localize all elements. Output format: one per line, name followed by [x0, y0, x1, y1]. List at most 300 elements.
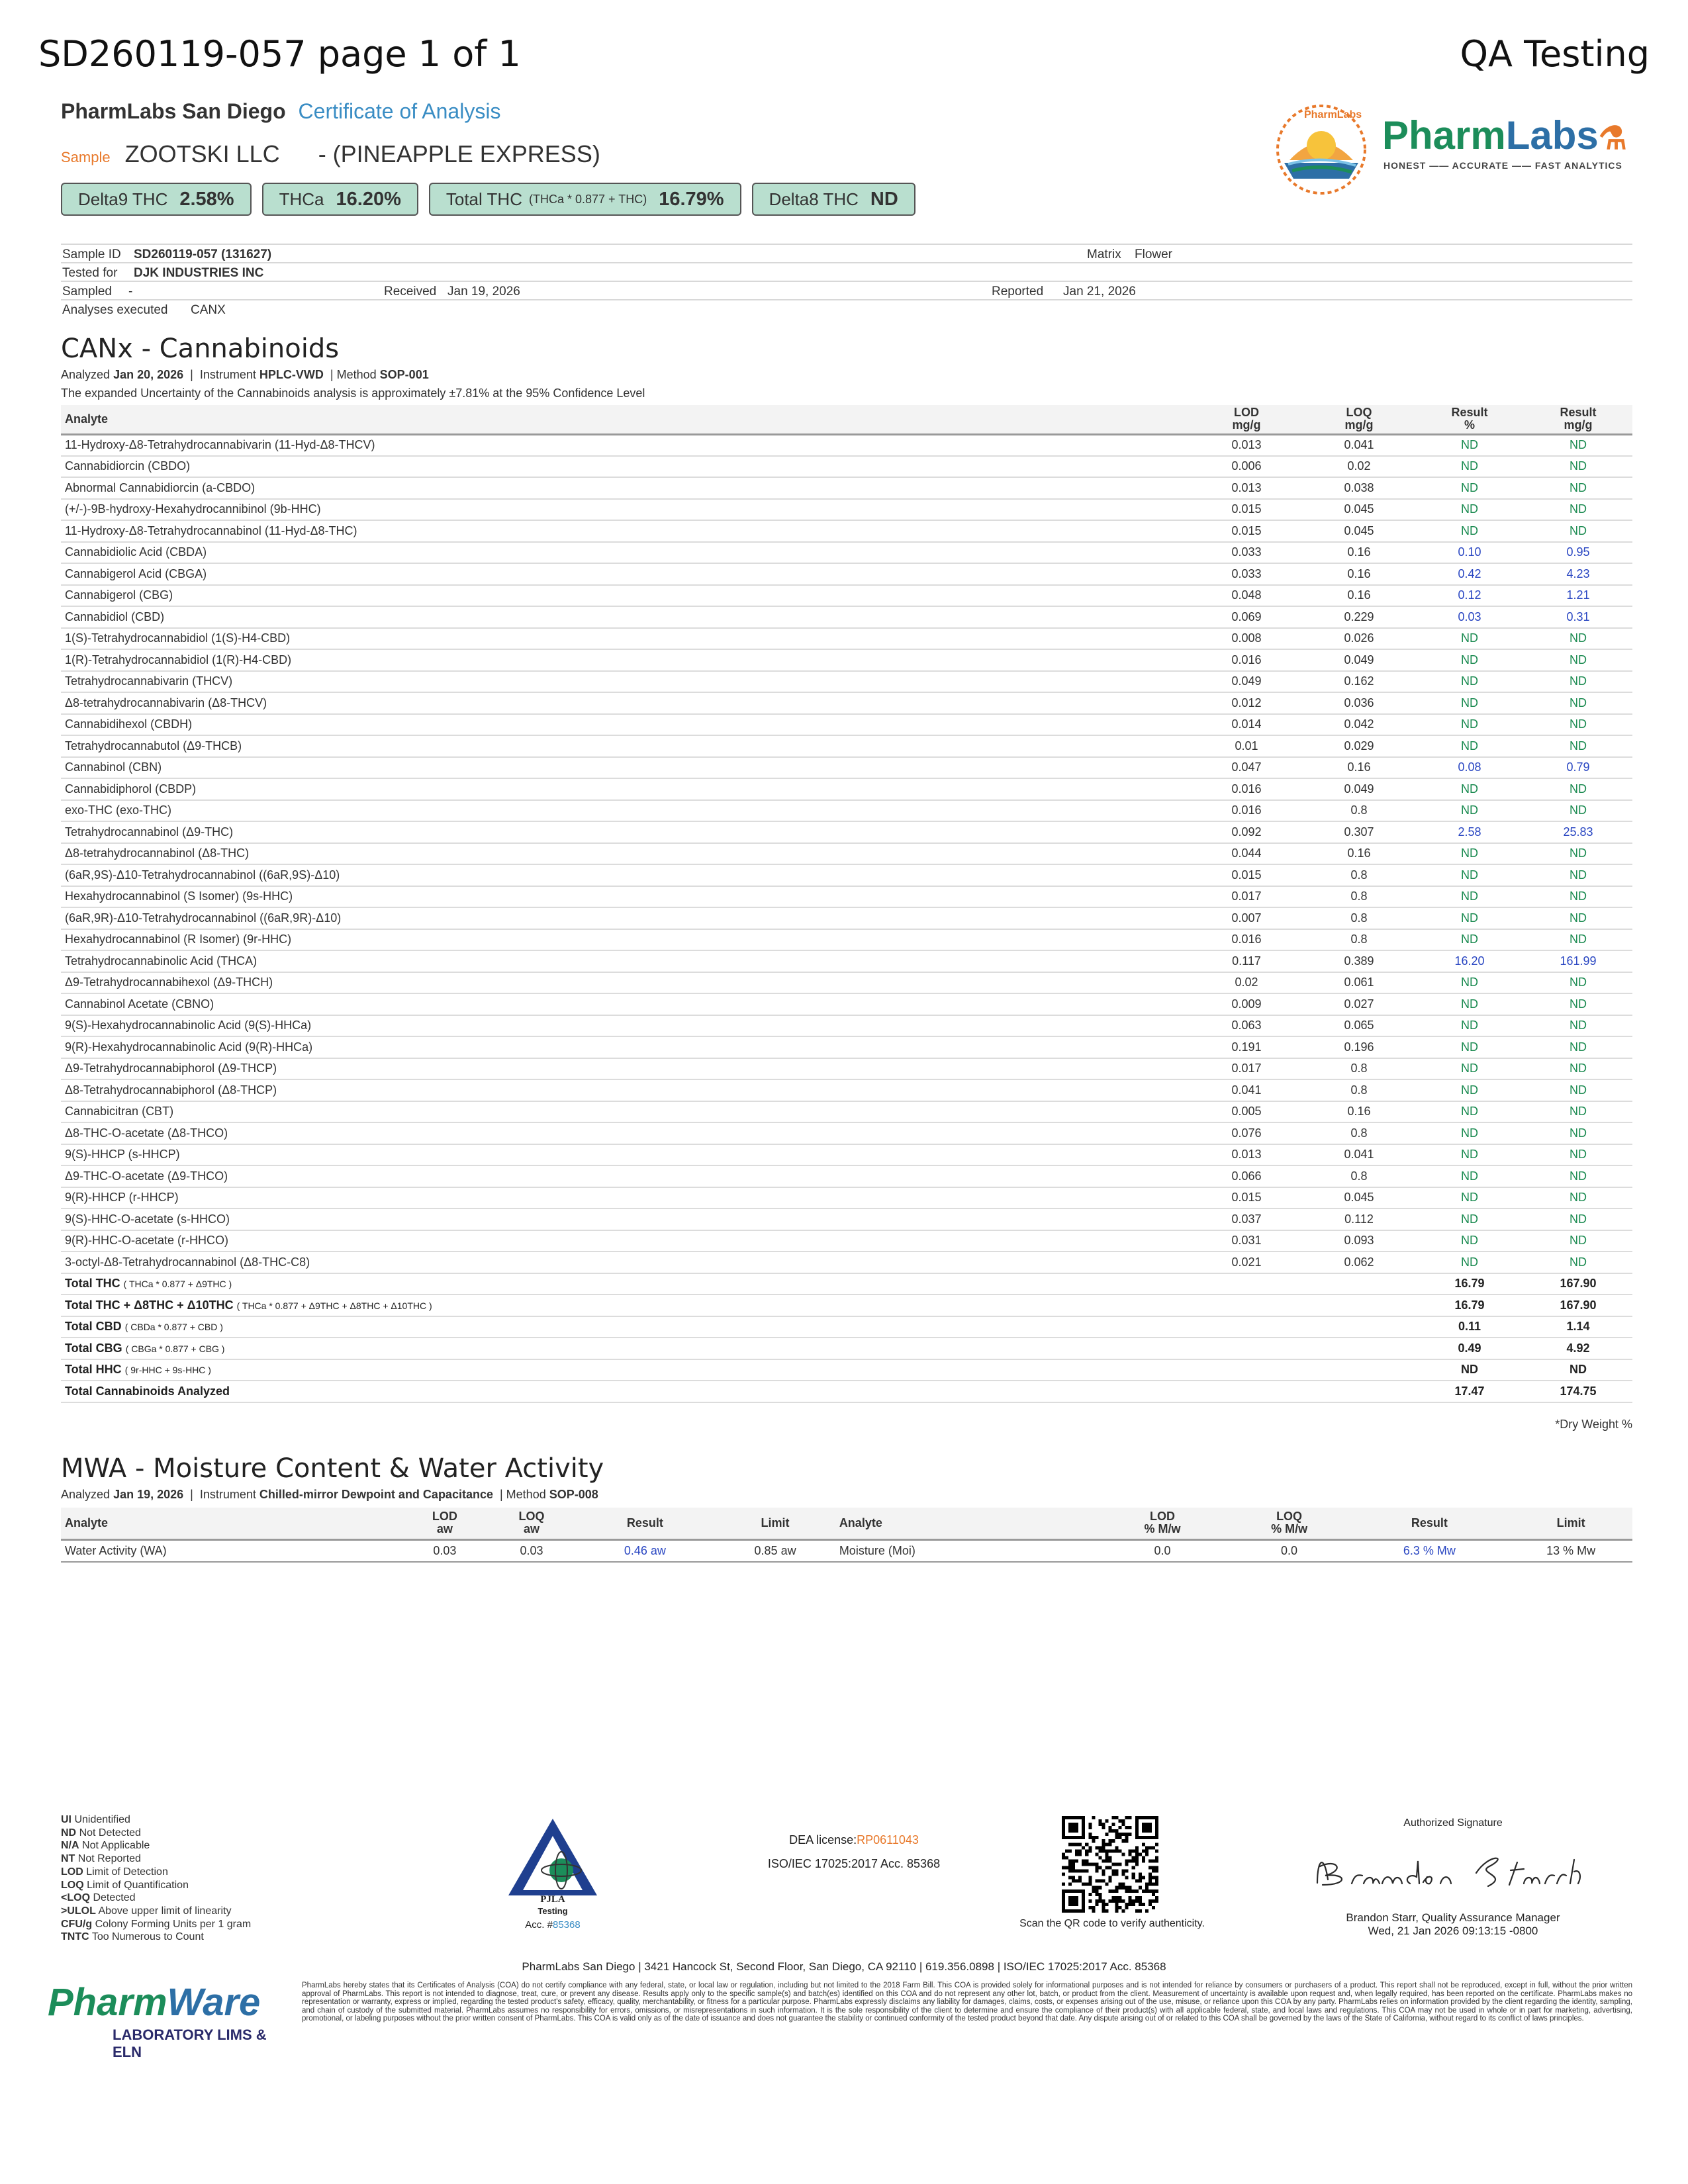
lab-name: PharmLabs San Diego: [61, 99, 286, 123]
seal-text: PharmLabs: [1304, 109, 1362, 120]
cell-lod: 0.044: [1190, 843, 1303, 865]
total-label: Total THC ( THCa * 0.877 + Δ9THC ): [61, 1273, 1190, 1295]
cell-analyte: 11-Hydroxy-Δ8-Tetrahydrocannabivarin (11-Hyd-Δ8-THCV): [61, 434, 1190, 456]
total-empty: [1190, 1359, 1303, 1381]
cell-loq: 0.112: [1303, 1208, 1415, 1230]
info-label: Received: [384, 285, 437, 298]
total-mg: 167.90: [1524, 1295, 1632, 1316]
total-row: [61, 1316, 1632, 1338]
mwa-instrument: Chilled-mirror Dewpoint and Capacitance: [259, 1488, 493, 1501]
cell-lod: 0.015: [1190, 864, 1303, 886]
qa-testing-label: QA Testing: [1460, 33, 1650, 75]
cell-lod: 0.015: [1190, 1187, 1303, 1209]
meta-label: Analyzed: [61, 368, 111, 381]
total-label: Total HHC ( 9r-HHC + 9s-HHC ): [61, 1359, 1190, 1381]
cell-analyte: Hexahydrocannabinol (R Isomer) (9r-HHC): [61, 929, 1190, 951]
cell-result-mg: ND: [1524, 1165, 1632, 1187]
flask-icon: ⚗: [1598, 121, 1627, 156]
cell-analyte: 9(S)-HHC-O-acetate (s-HHCO): [61, 1208, 1190, 1230]
cell-lod: 0.076: [1190, 1122, 1303, 1144]
cell-result-mg: ND: [1524, 907, 1632, 929]
cell-lod: 0.007: [1190, 907, 1303, 929]
cell-lod: 0.013: [1190, 434, 1303, 456]
table-row: [61, 499, 1632, 521]
info-row-sample-id: [61, 244, 1632, 262]
legend-item: LOQ Limit of Quantification: [61, 1879, 189, 1891]
total-mg: 4.92: [1524, 1338, 1632, 1359]
cell-lod: 0.037: [1190, 1208, 1303, 1230]
total-empty: [1303, 1273, 1415, 1295]
cell-result-mg: ND: [1524, 864, 1632, 886]
table-row: [61, 886, 1632, 908]
cell-analyte: Δ9-THC-O-acetate (Δ9-THCO): [61, 1165, 1190, 1187]
pharmware-wordmark: PharmWare: [48, 1981, 261, 2024]
cell-lod: 0.013: [1190, 477, 1303, 499]
cell-result-pct: ND: [1415, 1208, 1524, 1230]
mwa-cell: 0.0: [1096, 1539, 1229, 1562]
cell-loq: 0.062: [1303, 1251, 1415, 1273]
table-header-row: [61, 405, 1632, 434]
mwa-col: Analyte: [835, 1508, 1096, 1539]
total-empty: [1190, 1295, 1303, 1316]
table-row: [61, 542, 1632, 564]
cell-analyte: (6aR,9R)-Δ10-Tetrahydrocannabinol ((6aR,9R)-Δ10): [61, 907, 1190, 929]
cell-loq: 0.045: [1303, 1187, 1415, 1209]
total-label: Total CBG ( CBGa * 0.877 + CBG ): [61, 1338, 1190, 1359]
total-empty: [1303, 1316, 1415, 1338]
cell-result-pct: ND: [1415, 972, 1524, 994]
cell-lod: 0.016: [1190, 800, 1303, 822]
cell-lod: 0.069: [1190, 606, 1303, 628]
meta-label: Instrument: [199, 368, 256, 381]
mwa-cell: 0.85 aw: [715, 1539, 835, 1562]
cell-result-mg: 0.79: [1524, 757, 1632, 779]
table-row: [61, 757, 1632, 779]
cell-result-pct: ND: [1415, 886, 1524, 908]
mwa-analyzed-date: Jan 19, 2026: [113, 1488, 184, 1501]
info-row-dates: [61, 281, 1632, 299]
mwa-col: LOQ % M/w: [1229, 1508, 1350, 1539]
cell-result-mg: ND: [1524, 1079, 1632, 1101]
cell-result-mg: 0.31: [1524, 606, 1632, 628]
cell-result-mg: ND: [1524, 778, 1632, 800]
cell-analyte: (+/-)-9B-hydroxy-Hexahydrocannibinol (9b-HHC): [61, 499, 1190, 521]
cell-result-mg: ND: [1524, 1015, 1632, 1037]
mwa-cell: Moisture (Moi): [835, 1539, 1096, 1562]
cell-analyte: Tetrahydrocannabutol (Δ9-THCB): [61, 735, 1190, 757]
info-label: Sampled: [62, 285, 112, 298]
total-pct: 17.47: [1415, 1381, 1524, 1402]
cell-result-pct: ND: [1415, 1122, 1524, 1144]
cell-analyte: Cannabidihexol (CBDH): [61, 714, 1190, 736]
cell-analyte: Cannabigerol (CBG): [61, 585, 1190, 607]
pjla-acc-number: 85368: [552, 1919, 581, 1931]
cell-lod: 0.009: [1190, 993, 1303, 1015]
mwa-cell: 0.03: [401, 1539, 488, 1562]
mwa-header-row: [61, 1508, 1632, 1539]
table-row: [61, 1251, 1632, 1273]
table-row: [61, 1058, 1632, 1080]
mwa-cell: 6.3 % Mw: [1349, 1539, 1509, 1562]
mwa-col: Limit: [715, 1508, 835, 1539]
total-pct: ND: [1415, 1359, 1524, 1381]
cell-analyte: 9(R)-HHCP (r-HHCP): [61, 1187, 1190, 1209]
qr-caption: Scan the QR code to verify authenticity.: [1019, 1918, 1205, 1929]
cell-analyte: Δ9-Tetrahydrocannabiphorol (Δ9-THCP): [61, 1058, 1190, 1080]
pill-formula: (THCa * 0.877 + THC): [528, 192, 647, 206]
pill-value: ND: [870, 188, 898, 210]
canx-meta: Analyzed Jan 20, 2026 | Instrument HPLC-VWD | Method SOP-001: [61, 368, 429, 381]
cell-loq: 0.8: [1303, 1165, 1415, 1187]
signature-title: Authorized Signature: [1403, 1817, 1503, 1829]
canx-uncertainty: The expanded Uncertainty of the Cannabinoids analysis is approximately ±7.81% at the 95% Confidence Level: [61, 387, 645, 400]
pharmlabs-seal-icon: [1270, 99, 1376, 199]
pjla-sub: Testing: [538, 1906, 568, 1916]
cell-result-mg: ND: [1524, 1122, 1632, 1144]
total-empty: [1190, 1338, 1303, 1359]
cell-result-pct: ND: [1415, 1036, 1524, 1058]
meta-label: Instrument: [199, 1488, 256, 1501]
pjla-name: PJLA: [540, 1894, 565, 1905]
handwritten-signature: [1311, 1846, 1589, 1899]
cell-result-mg: ND: [1524, 692, 1632, 714]
pill-label: Delta8 THC: [769, 189, 859, 209]
summary-pill-total-thc: [429, 183, 741, 216]
sample-heading: [61, 140, 600, 168]
cell-result-mg: ND: [1524, 1251, 1632, 1273]
cell-result-pct: ND: [1415, 1101, 1524, 1123]
table-row: [61, 1079, 1632, 1101]
cell-result-pct: 0.08: [1415, 757, 1524, 779]
cell-analyte: Δ8-THC-O-acetate (Δ8-THCO): [61, 1122, 1190, 1144]
canx-title: CANx - Cannabinoids: [61, 334, 340, 364]
cell-result-mg: 0.95: [1524, 542, 1632, 564]
cell-result-pct: 0.42: [1415, 563, 1524, 585]
cell-loq: 0.16: [1303, 585, 1415, 607]
cell-loq: 0.049: [1303, 649, 1415, 671]
cell-result-pct: ND: [1415, 1230, 1524, 1252]
dry-weight-note: *Dry Weight %: [1555, 1418, 1632, 1431]
cell-analyte: Δ8-tetrahydrocannabinol (Δ8-THC): [61, 843, 1190, 865]
cell-result-pct: ND: [1415, 735, 1524, 757]
cell-loq: 0.041: [1303, 1144, 1415, 1166]
cell-analyte: Cannabidiol (CBD): [61, 606, 1190, 628]
total-empty: [1303, 1338, 1415, 1359]
mwa-col: Limit: [1509, 1508, 1632, 1539]
cell-analyte: Tetrahydrocannabinol (Δ9-THC): [61, 821, 1190, 843]
table-row: [61, 477, 1632, 499]
cell-lod: 0.047: [1190, 757, 1303, 779]
cell-loq: 0.16: [1303, 542, 1415, 564]
col-loq: LOQ mg/g: [1303, 405, 1415, 434]
table-row: [61, 800, 1632, 822]
cell-result-mg: 4.23: [1524, 563, 1632, 585]
cell-loq: 0.162: [1303, 671, 1415, 693]
table-row: [61, 456, 1632, 478]
cell-result-mg: ND: [1524, 1058, 1632, 1080]
total-mg: 1.14: [1524, 1316, 1632, 1338]
table-row: [61, 434, 1632, 456]
cell-analyte: Cannabidiphorol (CBDP): [61, 778, 1190, 800]
info-sampled: -: [128, 285, 133, 298]
pjla-triangle-icon: [503, 1813, 602, 1899]
cell-result-mg: ND: [1524, 993, 1632, 1015]
cell-result-mg: ND: [1524, 520, 1632, 542]
table-row: [61, 843, 1632, 865]
legend-item: LOD Limit of Detection: [61, 1866, 168, 1878]
cell-analyte: (6aR,9S)-Δ10-Tetrahydrocannabinol ((6aR,9S)-Δ10): [61, 864, 1190, 886]
cell-analyte: Cannabinol Acetate (CBNO): [61, 993, 1190, 1015]
cell-result-pct: ND: [1415, 1165, 1524, 1187]
cell-loq: 0.045: [1303, 499, 1415, 521]
cell-loq: 0.389: [1303, 950, 1415, 972]
logo-pharm: Pharm: [1382, 113, 1506, 158]
cell-loq: 0.036: [1303, 692, 1415, 714]
cell-result-pct: ND: [1415, 800, 1524, 822]
cell-result-pct: ND: [1415, 628, 1524, 650]
cell-result-mg: ND: [1524, 1144, 1632, 1166]
cell-analyte: Δ9-Tetrahydrocannabihexol (Δ9-THCH): [61, 972, 1190, 994]
cell-lod: 0.015: [1190, 499, 1303, 521]
cell-result-pct: 0.03: [1415, 606, 1524, 628]
cell-result-pct: ND: [1415, 1015, 1524, 1037]
cell-result-pct: ND: [1415, 929, 1524, 951]
pill-value: 16.79%: [659, 188, 724, 210]
cell-loq: 0.026: [1303, 628, 1415, 650]
table-row: [61, 1101, 1632, 1123]
total-pct: 16.79: [1415, 1273, 1524, 1295]
info-tested-for: DJK INDUSTRIES INC: [134, 266, 264, 280]
lab-heading: [61, 99, 500, 124]
cell-loq: 0.8: [1303, 864, 1415, 886]
cell-result-pct: ND: [1415, 477, 1524, 499]
total-row: [61, 1381, 1632, 1402]
cell-loq: 0.16: [1303, 563, 1415, 585]
cell-result-pct: 2.58: [1415, 821, 1524, 843]
cell-result-mg: ND: [1524, 671, 1632, 693]
legend-item: <LOQ Detected: [61, 1892, 136, 1904]
legend-item: N/A Not Applicable: [61, 1840, 150, 1852]
mwa-data-row: [61, 1539, 1632, 1562]
info-label: Tested for: [62, 266, 118, 280]
total-formula: ( 9r-HHC + 9s-HHC ): [124, 1365, 211, 1376]
cell-result-pct: 0.12: [1415, 585, 1524, 607]
cell-lod: 0.017: [1190, 1058, 1303, 1080]
mwa-col: LOD aw: [401, 1508, 488, 1539]
cell-analyte: Abnormal Cannabidiorcin (a-CBDO): [61, 477, 1190, 499]
cell-loq: 0.8: [1303, 1058, 1415, 1080]
cell-result-mg: ND: [1524, 972, 1632, 994]
cell-analyte: 9(S)-HHCP (s-HHCP): [61, 1144, 1190, 1166]
cell-loq: 0.8: [1303, 907, 1415, 929]
table-row: [61, 864, 1632, 886]
cell-lod: 0.014: [1190, 714, 1303, 736]
sample-client: ZOOTSKI LLC: [124, 140, 280, 167]
cell-lod: 0.016: [1190, 649, 1303, 671]
cell-analyte: 9(S)-Hexahydrocannabinolic Acid (9(S)-HHCa): [61, 1015, 1190, 1037]
total-formula: ( CBGa * 0.877 + CBG ): [125, 1343, 225, 1354]
table-row: [61, 606, 1632, 628]
cell-loq: 0.16: [1303, 843, 1415, 865]
cell-analyte: Cannabigerol Acid (CBGA): [61, 563, 1190, 585]
cell-lod: 0.092: [1190, 821, 1303, 843]
cell-lod: 0.015: [1190, 520, 1303, 542]
cell-lod: 0.066: [1190, 1165, 1303, 1187]
cell-result-pct: ND: [1415, 649, 1524, 671]
signature-image: [1311, 1846, 1589, 1899]
dea-number: RP0611043: [857, 1833, 919, 1846]
cell-analyte: exo-THC (exo-THC): [61, 800, 1190, 822]
cell-analyte: Δ8-Tetrahydrocannabiphorol (Δ8-THCP): [61, 1079, 1190, 1101]
info-row-tested-for: [61, 262, 1632, 281]
table-row: [61, 714, 1632, 736]
cell-result-mg: ND: [1524, 499, 1632, 521]
table-row: [61, 907, 1632, 929]
cell-result-mg: ND: [1524, 628, 1632, 650]
total-label: Total Cannabinoids Analyzed: [61, 1381, 1190, 1402]
cell-result-mg: ND: [1524, 843, 1632, 865]
cell-lod: 0.012: [1190, 692, 1303, 714]
info-received: Jan 19, 2026: [447, 285, 520, 298]
summary-pill-delta9: [61, 183, 252, 216]
meta-label: Analyzed: [61, 1488, 111, 1501]
cell-analyte: 9(R)-Hexahydrocannabinolic Acid (9(R)-HHCa): [61, 1036, 1190, 1058]
total-empty: [1303, 1295, 1415, 1316]
signature-date: Wed, 21 Jan 2026 09:13:15 -0800: [1368, 1925, 1538, 1937]
cell-analyte: 1(R)-Tetrahydrocannabidiol (1(R)-H4-CBD): [61, 649, 1190, 671]
total-mg: ND: [1524, 1359, 1632, 1381]
cell-analyte: Cannabidiorcin (CBDO): [61, 456, 1190, 478]
table-row: [61, 929, 1632, 951]
dea-license: DEA license:RP0611043: [789, 1833, 919, 1846]
total-mg: 174.75: [1524, 1381, 1632, 1402]
total-row: [61, 1273, 1632, 1295]
cell-loq: 0.042: [1303, 714, 1415, 736]
cell-lod: 0.008: [1190, 628, 1303, 650]
cell-result-mg: 161.99: [1524, 950, 1632, 972]
cell-lod: 0.033: [1190, 563, 1303, 585]
info-row-analyses: [61, 299, 1632, 318]
total-label: Total CBD ( CBDa * 0.877 + CBD ): [61, 1316, 1190, 1338]
table-row: [61, 821, 1632, 843]
cell-result-pct: ND: [1415, 1058, 1524, 1080]
cell-analyte: Δ8-tetrahydrocannabivarin (Δ8-THCV): [61, 692, 1190, 714]
cell-result-pct: 16.20: [1415, 950, 1524, 972]
cell-analyte: Tetrahydrocannabinolic Acid (THCA): [61, 950, 1190, 972]
cell-result-pct: ND: [1415, 993, 1524, 1015]
cell-loq: 0.229: [1303, 606, 1415, 628]
sample-label: Sample: [61, 149, 111, 165]
sample-info: [61, 244, 1632, 318]
cell-loq: 0.045: [1303, 520, 1415, 542]
cell-analyte: 3-octyl-Δ8-Tetrahydrocannabinol (Δ8-THC-C8): [61, 1251, 1190, 1273]
pill-value: 16.20%: [336, 188, 401, 210]
abbreviation-legend: [61, 1813, 251, 1944]
cell-analyte: Cannabicitran (CBT): [61, 1101, 1190, 1123]
col-result-mg: Result mg/g: [1524, 405, 1632, 434]
table-row: [61, 1122, 1632, 1144]
cell-result-pct: ND: [1415, 1079, 1524, 1101]
table-row: [61, 993, 1632, 1015]
cell-lod: 0.117: [1190, 950, 1303, 972]
table-row: [61, 950, 1632, 972]
summary-pills: [61, 183, 915, 216]
mwa-method: SOP-008: [549, 1488, 598, 1501]
legend-item: UI Unidentified: [61, 1814, 130, 1825]
info-sample-id: SD260119-057 (131627): [134, 248, 272, 261]
legend-item: NT Not Reported: [61, 1853, 141, 1865]
info-label: Sample ID: [62, 248, 121, 261]
legend-item: ND Not Detected: [61, 1827, 141, 1839]
total-formula: ( THCa * 0.877 + Δ9THC ): [123, 1279, 232, 1290]
mwa-col: Result: [575, 1508, 716, 1539]
cell-loq: 0.061: [1303, 972, 1415, 994]
info-matrix: Flower: [1135, 248, 1173, 261]
mwa-meta: Analyzed Jan 19, 2026 | Instrument Chilled-mirror Dewpoint and Capacitance | Method SOP-008: [61, 1488, 598, 1501]
col-result-pct: Result %: [1415, 405, 1524, 434]
total-pct: 16.79: [1415, 1295, 1524, 1316]
mwa-cell: 13 % Mw: [1509, 1539, 1632, 1562]
document-type: Certificate of Analysis: [298, 99, 501, 123]
cell-result-mg: ND: [1524, 929, 1632, 951]
total-mg: 167.90: [1524, 1273, 1632, 1295]
pill-label: THCa: [279, 189, 324, 209]
qr-code-icon: [1062, 1816, 1158, 1913]
logo-tagline: HONEST —— ACCURATE —— FAST ANALYTICS: [1383, 160, 1622, 171]
table-row: [61, 778, 1632, 800]
cell-result-pct: ND: [1415, 671, 1524, 693]
document-id: SD260119-057 page 1 of 1: [38, 33, 521, 75]
cell-result-pct: ND: [1415, 1144, 1524, 1166]
sample-product: - (PINEAPPLE EXPRESS): [318, 140, 600, 167]
cell-result-mg: ND: [1524, 456, 1632, 478]
cell-result-mg: ND: [1524, 714, 1632, 736]
cannabinoids-table: [61, 405, 1632, 1403]
cell-lod: 0.013: [1190, 1144, 1303, 1166]
total-pct: 0.11: [1415, 1316, 1524, 1338]
total-formula: ( THCa * 0.877 + Δ9THC + Δ8THC + Δ10THC ): [236, 1300, 432, 1311]
cell-lod: 0.016: [1190, 778, 1303, 800]
total-empty: [1303, 1381, 1415, 1402]
table-row: [61, 1230, 1632, 1252]
cell-analyte: Hexahydrocannabinol (S Isomer) (9s-HHC): [61, 886, 1190, 908]
mwa-col: Analyte: [61, 1508, 401, 1539]
cell-analyte: 11-Hydroxy-Δ8-Tetrahydrocannabinol (11-Hyd-Δ8-THC): [61, 520, 1190, 542]
cell-analyte: 9(R)-HHC-O-acetate (r-HHCO): [61, 1230, 1190, 1252]
cell-lod: 0.02: [1190, 972, 1303, 994]
cell-result-mg: ND: [1524, 1208, 1632, 1230]
pjla-acc: Acc. #85368: [525, 1919, 581, 1931]
mwa-col: LOD % M/w: [1096, 1508, 1229, 1539]
cell-lod: 0.01: [1190, 735, 1303, 757]
table-row: [61, 972, 1632, 994]
table-row: [61, 1144, 1632, 1166]
verification-qr-code[interactable]: [1062, 1816, 1158, 1913]
pharmware-tagline: LABORATORY LIMS & ELN: [113, 2026, 267, 2060]
table-row: [61, 628, 1632, 650]
mwa-col: Result: [1349, 1508, 1509, 1539]
cell-loq: 0.093: [1303, 1230, 1415, 1252]
legend-item: CFU/g Colony Forming Units per 1 gram: [61, 1918, 252, 1930]
info-label: Analyses executed: [62, 303, 168, 317]
total-formula: ( CBDa * 0.877 + CBD ): [124, 1322, 223, 1333]
cell-result-mg: ND: [1524, 477, 1632, 499]
total-empty: [1303, 1359, 1415, 1381]
cell-result-mg: ND: [1524, 800, 1632, 822]
cell-lod: 0.048: [1190, 585, 1303, 607]
cell-analyte: 1(S)-Tetrahydrocannabidiol (1(S)-H4-CBD): [61, 628, 1190, 650]
mwa-cell: 0.46 aw: [575, 1539, 716, 1562]
